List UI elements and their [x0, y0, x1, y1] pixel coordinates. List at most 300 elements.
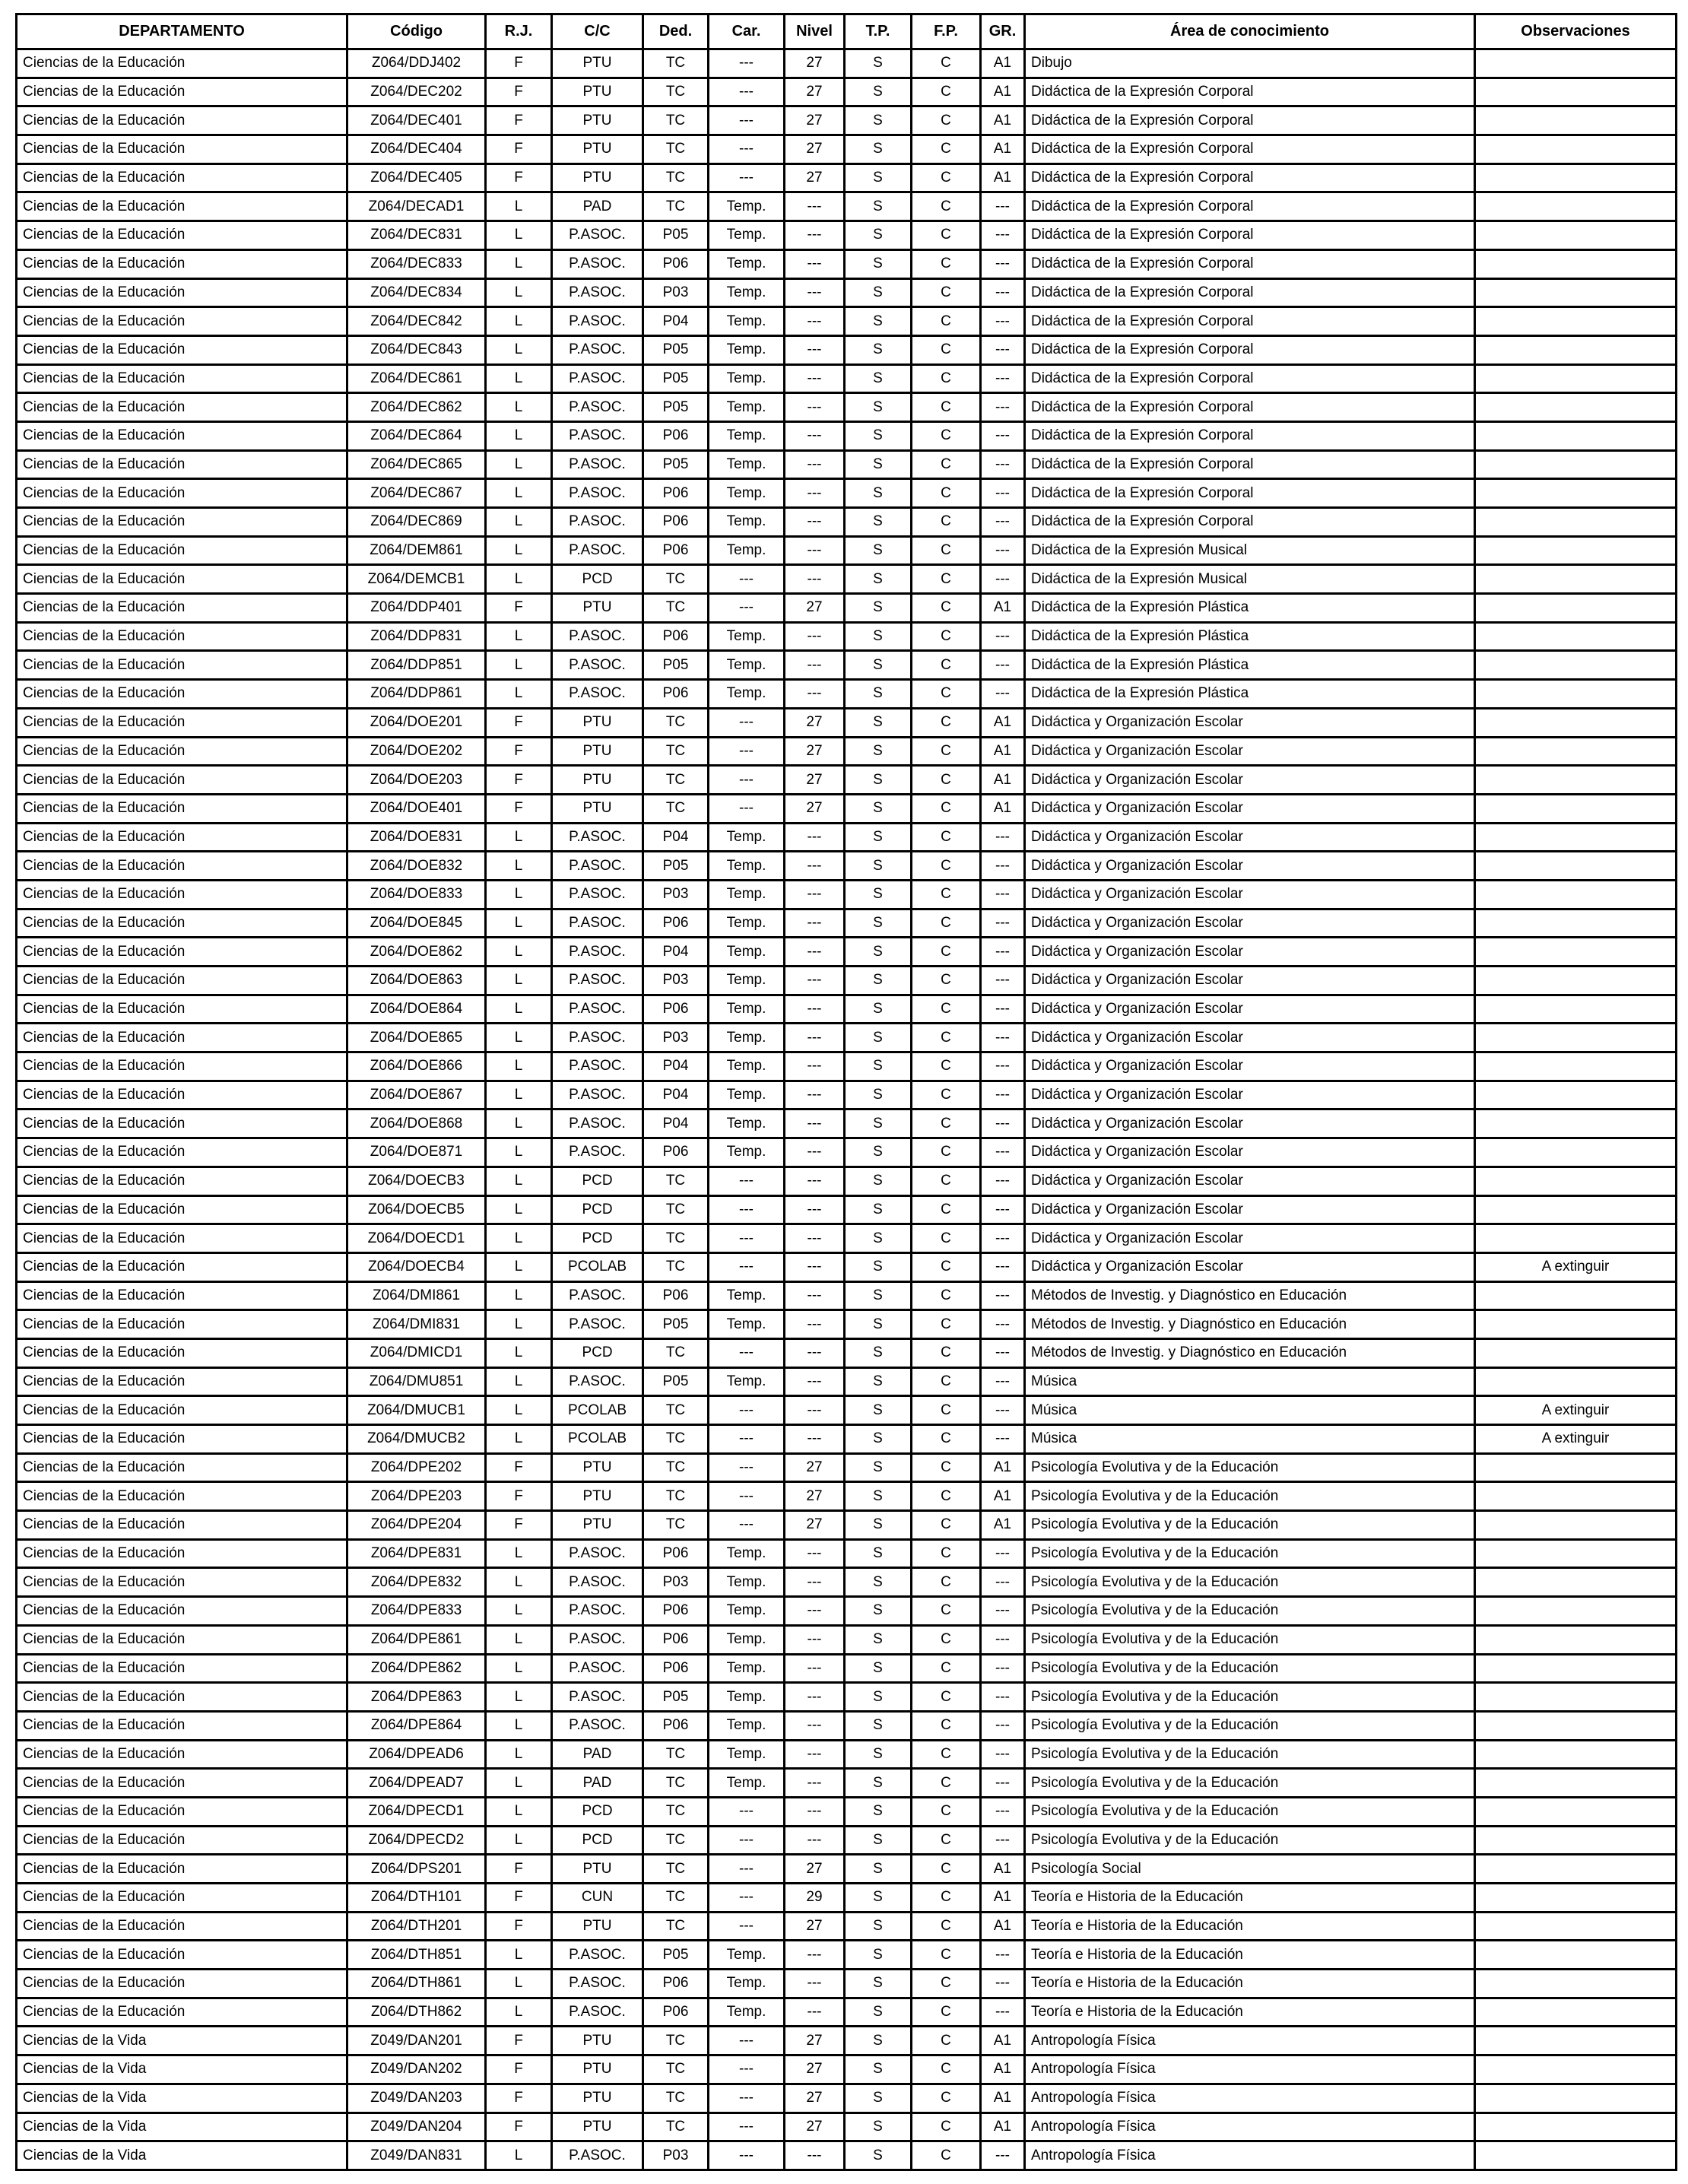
table-row	[17, 680, 1677, 709]
cell-fp: C	[912, 1769, 981, 1798]
table-row	[17, 1281, 1677, 1310]
cell-nivel: ---	[785, 1941, 845, 1970]
cell-fp: C	[912, 278, 981, 307]
cell-area: Didáctica y Organización Escolar	[1025, 1081, 1475, 1109]
table-row	[17, 1396, 1677, 1425]
cell-car: Temp.	[709, 823, 785, 852]
cell-gr: ---	[981, 1597, 1025, 1626]
cell-area: Didáctica de la Expresión Corporal	[1025, 335, 1475, 364]
cell-area: Didáctica de la Expresión Corporal	[1025, 479, 1475, 508]
cell-ded: TC	[643, 1797, 709, 1826]
cell-cc: PTU	[552, 2113, 643, 2141]
cell-observaciones	[1475, 1740, 1677, 1769]
cell-tp: S	[845, 680, 912, 709]
cell-codigo: Z049/DAN201	[347, 2027, 486, 2055]
cell-codigo: Z064/DPE203	[347, 1482, 486, 1511]
cell-fp: C	[912, 1109, 981, 1138]
cell-observaciones	[1475, 49, 1677, 78]
cell-observaciones	[1475, 967, 1677, 995]
cell-codigo: Z049/DAN204	[347, 2113, 486, 2141]
cell-departamento: Ciencias de la Educación	[17, 49, 347, 78]
cell-cc: PCOLAB	[552, 1425, 643, 1454]
table-row	[17, 1482, 1677, 1511]
table-row	[17, 1683, 1677, 1712]
cell-ded: P05	[643, 335, 709, 364]
cell-tp: S	[845, 1769, 912, 1798]
cell-codigo: Z064/DOE832	[347, 852, 486, 881]
cell-cc: P.ASOC.	[552, 1367, 643, 1396]
cell-cc: PCD	[552, 565, 643, 594]
cell-cc: PTU	[552, 135, 643, 164]
cell-area: Didáctica de la Expresión Plástica	[1025, 622, 1475, 651]
cell-observaciones	[1475, 1081, 1677, 1109]
cell-nivel: ---	[785, 1625, 845, 1654]
cell-observaciones	[1475, 508, 1677, 537]
cell-car: Temp.	[709, 1568, 785, 1597]
cell-rj: L	[486, 249, 552, 278]
cell-ded: TC	[643, 1482, 709, 1511]
cell-gr: ---	[981, 1138, 1025, 1167]
cell-fp: C	[912, 852, 981, 881]
cell-nivel: ---	[785, 479, 845, 508]
cell-nivel: ---	[785, 393, 845, 422]
table-row	[17, 708, 1677, 737]
cell-area: Didáctica de la Expresión Corporal	[1025, 508, 1475, 537]
cell-area: Didáctica y Organización Escolar	[1025, 1252, 1475, 1281]
cell-cc: P.ASOC.	[552, 995, 643, 1024]
cell-nivel: ---	[785, 278, 845, 307]
cell-nivel: ---	[785, 221, 845, 250]
cell-gr: ---	[981, 1683, 1025, 1712]
cell-nivel: ---	[785, 1740, 845, 1769]
cell-nivel: 29	[785, 1884, 845, 1913]
cell-observaciones	[1475, 1224, 1677, 1253]
cell-gr: ---	[981, 1625, 1025, 1654]
cell-cc: PCD	[552, 1826, 643, 1855]
cell-gr: ---	[981, 1252, 1025, 1281]
cell-ded: P05	[643, 1367, 709, 1396]
cell-car: ---	[709, 1826, 785, 1855]
cell-observaciones	[1475, 2141, 1677, 2170]
cell-rj: L	[486, 1081, 552, 1109]
cell-car: ---	[709, 163, 785, 192]
cell-codigo: Z064/DMU851	[347, 1367, 486, 1396]
table-row	[17, 192, 1677, 221]
cell-tp: S	[845, 49, 912, 78]
cell-departamento: Ciencias de la Educación	[17, 1769, 347, 1798]
cell-fp: C	[912, 909, 981, 938]
cell-observaciones	[1475, 1167, 1677, 1195]
cell-nivel: 27	[785, 1855, 845, 1884]
cell-ded: P03	[643, 2141, 709, 2170]
column-header-nivel: Nivel	[785, 14, 845, 49]
table-row	[17, 278, 1677, 307]
cell-departamento: Ciencias de la Vida	[17, 2055, 347, 2084]
cell-nivel: ---	[785, 909, 845, 938]
cell-ded: TC	[643, 766, 709, 795]
cell-rj: L	[486, 393, 552, 422]
cell-rj: L	[486, 1195, 552, 1224]
cell-ded: P05	[643, 852, 709, 881]
cell-area: Teoría e Historia de la Educación	[1025, 1970, 1475, 1998]
cell-rj: L	[486, 1252, 552, 1281]
cell-codigo: Z064/DEC867	[347, 479, 486, 508]
cell-nivel: ---	[785, 249, 845, 278]
table-row	[17, 364, 1677, 393]
cell-tp: S	[845, 880, 912, 909]
cell-rj: L	[486, 1597, 552, 1626]
cell-cc: P.ASOC.	[552, 450, 643, 479]
table-row	[17, 2027, 1677, 2055]
cell-ded: TC	[643, 1826, 709, 1855]
cell-car: Temp.	[709, 479, 785, 508]
table-row	[17, 622, 1677, 651]
cell-ded: P04	[643, 823, 709, 852]
cell-rj: L	[486, 221, 552, 250]
cell-gr: ---	[981, 1195, 1025, 1224]
cell-tp: S	[845, 393, 912, 422]
cell-departamento: Ciencias de la Vida	[17, 2113, 347, 2141]
cell-tp: S	[845, 2113, 912, 2141]
cell-area: Antropología Física	[1025, 2113, 1475, 2141]
cell-codigo: Z064/DTH101	[347, 1884, 486, 1913]
column-header-gr: GR.	[981, 14, 1025, 49]
table-row	[17, 909, 1677, 938]
cell-car: Temp.	[709, 1654, 785, 1683]
cell-gr: ---	[981, 2141, 1025, 2170]
cell-departamento: Ciencias de la Educación	[17, 1998, 347, 2027]
table-row	[17, 1224, 1677, 1253]
cell-codigo: Z064/DPECD2	[347, 1826, 486, 1855]
table-row	[17, 1740, 1677, 1769]
cell-ded: P06	[643, 508, 709, 537]
cell-codigo: Z064/DTH862	[347, 1998, 486, 2027]
staff-positions-table	[15, 13, 1677, 2171]
cell-codigo: Z064/DEM861	[347, 536, 486, 565]
table-row	[17, 737, 1677, 766]
column-header-codigo: Código	[347, 14, 486, 49]
cell-cc: PTU	[552, 766, 643, 795]
cell-ded: TC	[643, 1425, 709, 1454]
cell-codigo: Z064/DOE868	[347, 1109, 486, 1138]
cell-rj: L	[486, 1625, 552, 1654]
cell-fp: C	[912, 192, 981, 221]
cell-rj: L	[486, 1769, 552, 1798]
cell-ded: P06	[643, 680, 709, 709]
cell-rj: L	[486, 938, 552, 967]
cell-observaciones	[1475, 1597, 1677, 1626]
cell-departamento: Ciencias de la Educación	[17, 852, 347, 881]
cell-nivel: ---	[785, 1826, 845, 1855]
table-row	[17, 1941, 1677, 1970]
cell-rj: L	[486, 1740, 552, 1769]
cell-nivel: ---	[785, 536, 845, 565]
cell-cc: PAD	[552, 1769, 643, 1798]
table-row	[17, 1367, 1677, 1396]
cell-tp: S	[845, 995, 912, 1024]
cell-nivel: 27	[785, 106, 845, 135]
cell-nivel: ---	[785, 938, 845, 967]
cell-cc: PTU	[552, 2084, 643, 2113]
cell-cc: P.ASOC.	[552, 249, 643, 278]
cell-fp: C	[912, 221, 981, 250]
cell-nivel: ---	[785, 1425, 845, 1454]
cell-nivel: ---	[785, 1252, 845, 1281]
cell-rj: L	[486, 651, 552, 680]
cell-gr: A1	[981, 49, 1025, 78]
cell-departamento: Ciencias de la Educación	[17, 651, 347, 680]
cell-cc: P.ASOC.	[552, 823, 643, 852]
cell-nivel: 27	[785, 794, 845, 823]
cell-nivel: 27	[785, 2055, 845, 2084]
cell-ded: P06	[643, 536, 709, 565]
cell-departamento: Ciencias de la Educación	[17, 1453, 347, 1482]
cell-car: ---	[709, 766, 785, 795]
cell-observaciones	[1475, 106, 1677, 135]
cell-rj: L	[486, 967, 552, 995]
cell-ded: P06	[643, 1138, 709, 1167]
cell-codigo: Z064/DOE831	[347, 823, 486, 852]
column-header-area: Área de conocimiento	[1025, 14, 1475, 49]
cell-rj: L	[486, 1970, 552, 1998]
cell-departamento: Ciencias de la Educación	[17, 536, 347, 565]
cell-departamento: Ciencias de la Educación	[17, 1024, 347, 1052]
cell-rj: L	[486, 1998, 552, 2027]
cell-fp: C	[912, 565, 981, 594]
cell-cc: P.ASOC.	[552, 852, 643, 881]
cell-observaciones	[1475, 1654, 1677, 1683]
cell-tp: S	[845, 1109, 912, 1138]
cell-area: Didáctica de la Expresión Corporal	[1025, 450, 1475, 479]
cell-codigo: Z064/DOE863	[347, 967, 486, 995]
cell-area: Psicología Evolutiva y de la Educación	[1025, 1597, 1475, 1626]
cell-codigo: Z049/DAN203	[347, 2084, 486, 2113]
cell-departamento: Ciencias de la Educación	[17, 1167, 347, 1195]
cell-observaciones	[1475, 622, 1677, 651]
cell-car: ---	[709, 1252, 785, 1281]
cell-car: ---	[709, 708, 785, 737]
cell-area: Teoría e Historia de la Educación	[1025, 1884, 1475, 1913]
cell-nivel: ---	[785, 1195, 845, 1224]
cell-tp: S	[845, 135, 912, 164]
cell-gr: ---	[981, 221, 1025, 250]
cell-observaciones	[1475, 1998, 1677, 2027]
cell-cc: PCD	[552, 1195, 643, 1224]
cell-area: Didáctica y Organización Escolar	[1025, 852, 1475, 881]
cell-departamento: Ciencias de la Educación	[17, 622, 347, 651]
cell-observaciones	[1475, 450, 1677, 479]
cell-departamento: Ciencias de la Educación	[17, 909, 347, 938]
cell-ded: P06	[643, 1654, 709, 1683]
cell-nivel: ---	[785, 1683, 845, 1712]
cell-departamento: Ciencias de la Educación	[17, 1740, 347, 1769]
cell-car: Temp.	[709, 1052, 785, 1081]
cell-car: ---	[709, 1195, 785, 1224]
cell-codigo: Z064/DOE845	[347, 909, 486, 938]
cell-tp: S	[845, 78, 912, 106]
cell-gr: A1	[981, 1855, 1025, 1884]
cell-rj: L	[486, 1109, 552, 1138]
cell-nivel: 27	[785, 766, 845, 795]
cell-rj: L	[486, 680, 552, 709]
cell-cc: P.ASOC.	[552, 2141, 643, 2170]
cell-nivel: 27	[785, 1482, 845, 1511]
cell-codigo: Z064/DEC862	[347, 393, 486, 422]
cell-gr: A1	[981, 2084, 1025, 2113]
cell-codigo: Z064/DOE862	[347, 938, 486, 967]
cell-rj: L	[486, 880, 552, 909]
cell-observaciones	[1475, 1568, 1677, 1597]
cell-observaciones	[1475, 1941, 1677, 1970]
cell-fp: C	[912, 1425, 981, 1454]
cell-ded: TC	[643, 2113, 709, 2141]
cell-tp: S	[845, 938, 912, 967]
cell-departamento: Ciencias de la Educación	[17, 1109, 347, 1138]
cell-car: Temp.	[709, 508, 785, 537]
cell-car: Temp.	[709, 852, 785, 881]
cell-cc: PTU	[552, 2055, 643, 2084]
table-row	[17, 1453, 1677, 1482]
cell-ded: TC	[643, 1167, 709, 1195]
cell-car: Temp.	[709, 421, 785, 450]
cell-rj: F	[486, 106, 552, 135]
cell-area: Psicología Evolutiva y de la Educación	[1025, 1453, 1475, 1482]
cell-rj: F	[486, 766, 552, 795]
cell-departamento: Ciencias de la Educación	[17, 249, 347, 278]
cell-gr: ---	[981, 680, 1025, 709]
cell-observaciones	[1475, 1482, 1677, 1511]
cell-fp: C	[912, 307, 981, 336]
cell-gr: A1	[981, 1884, 1025, 1913]
table-row	[17, 1912, 1677, 1941]
cell-rj: L	[486, 536, 552, 565]
cell-car: ---	[709, 1338, 785, 1367]
cell-gr: ---	[981, 192, 1025, 221]
table-row	[17, 1769, 1677, 1798]
cell-gr: ---	[981, 651, 1025, 680]
cell-fp: C	[912, 536, 981, 565]
cell-area: Psicología Evolutiva y de la Educación	[1025, 1683, 1475, 1712]
cell-gr: ---	[981, 1970, 1025, 1998]
cell-cc: P.ASOC.	[552, 536, 643, 565]
cell-car: Temp.	[709, 393, 785, 422]
cell-tp: S	[845, 1970, 912, 1998]
cell-ded: TC	[643, 1396, 709, 1425]
cell-car: ---	[709, 78, 785, 106]
cell-nivel: ---	[785, 1081, 845, 1109]
cell-gr: ---	[981, 967, 1025, 995]
cell-gr: A1	[981, 737, 1025, 766]
cell-fp: C	[912, 1597, 981, 1626]
cell-gr: ---	[981, 536, 1025, 565]
cell-tp: S	[845, 1052, 912, 1081]
cell-tp: S	[845, 307, 912, 336]
cell-fp: C	[912, 450, 981, 479]
cell-cc: P.ASOC.	[552, 967, 643, 995]
cell-rj: F	[486, 1912, 552, 1941]
cell-ded: P06	[643, 622, 709, 651]
cell-tp: S	[845, 536, 912, 565]
cell-fp: C	[912, 1797, 981, 1826]
cell-observaciones	[1475, 1797, 1677, 1826]
cell-observaciones	[1475, 2113, 1677, 2141]
cell-codigo: Z064/DPE863	[347, 1683, 486, 1712]
cell-codigo: Z064/DEMCB1	[347, 565, 486, 594]
cell-ded: P06	[643, 1625, 709, 1654]
cell-car: ---	[709, 1912, 785, 1941]
cell-tp: S	[845, 1453, 912, 1482]
cell-cc: P.ASOC.	[552, 1654, 643, 1683]
cell-car: ---	[709, 2113, 785, 2141]
cell-fp: C	[912, 1711, 981, 1740]
cell-codigo: Z064/DEC401	[347, 106, 486, 135]
cell-observaciones	[1475, 995, 1677, 1024]
cell-car: Temp.	[709, 880, 785, 909]
cell-tp: S	[845, 1482, 912, 1511]
cell-gr: ---	[981, 1052, 1025, 1081]
cell-fp: C	[912, 1338, 981, 1367]
column-header-cc: C/C	[552, 14, 643, 49]
cell-codigo: Z064/DOE201	[347, 708, 486, 737]
cell-gr: ---	[981, 1941, 1025, 1970]
cell-observaciones	[1475, 307, 1677, 336]
cell-departamento: Ciencias de la Educación	[17, 794, 347, 823]
table-row	[17, 2084, 1677, 2113]
cell-fp: C	[912, 1052, 981, 1081]
cell-area: Antropología Física	[1025, 2027, 1475, 2055]
cell-car: ---	[709, 1482, 785, 1511]
cell-departamento: Ciencias de la Educación	[17, 1625, 347, 1654]
cell-codigo: Z064/DDP831	[347, 622, 486, 651]
cell-area: Psicología Evolutiva y de la Educación	[1025, 1654, 1475, 1683]
cell-codigo: Z064/DOE867	[347, 1081, 486, 1109]
cell-nivel: ---	[785, 852, 845, 881]
cell-ded: P05	[643, 651, 709, 680]
cell-gr: A1	[981, 1511, 1025, 1540]
cell-fp: C	[912, 823, 981, 852]
table-row	[17, 766, 1677, 795]
cell-fp: C	[912, 479, 981, 508]
cell-ded: P06	[643, 995, 709, 1024]
cell-codigo: Z064/DOE866	[347, 1052, 486, 1081]
cell-nivel: ---	[785, 1138, 845, 1167]
cell-fp: C	[912, 1367, 981, 1396]
cell-departamento: Ciencias de la Educación	[17, 393, 347, 422]
cell-departamento: Ciencias de la Educación	[17, 938, 347, 967]
table-row	[17, 221, 1677, 250]
table-row	[17, 1998, 1677, 2027]
cell-cc: PTU	[552, 78, 643, 106]
cell-cc: P.ASOC.	[552, 393, 643, 422]
table-row	[17, 1138, 1677, 1167]
table-row	[17, 938, 1677, 967]
cell-codigo: Z049/DAN831	[347, 2141, 486, 2170]
cell-nivel: ---	[785, 1167, 845, 1195]
cell-rj: L	[486, 1367, 552, 1396]
cell-tp: S	[845, 1855, 912, 1884]
cell-cc: CUN	[552, 1884, 643, 1913]
cell-gr: ---	[981, 1740, 1025, 1769]
table-row	[17, 1511, 1677, 1540]
cell-area: Didáctica de la Expresión Corporal	[1025, 393, 1475, 422]
cell-cc: P.ASOC.	[552, 1970, 643, 1998]
cell-departamento: Ciencias de la Educación	[17, 1797, 347, 1826]
cell-codigo: Z064/DDJ402	[347, 49, 486, 78]
cell-gr: A1	[981, 2027, 1025, 2055]
cell-car: ---	[709, 1224, 785, 1253]
cell-area: Didáctica de la Expresión Corporal	[1025, 106, 1475, 135]
cell-departamento: Ciencias de la Educación	[17, 995, 347, 1024]
